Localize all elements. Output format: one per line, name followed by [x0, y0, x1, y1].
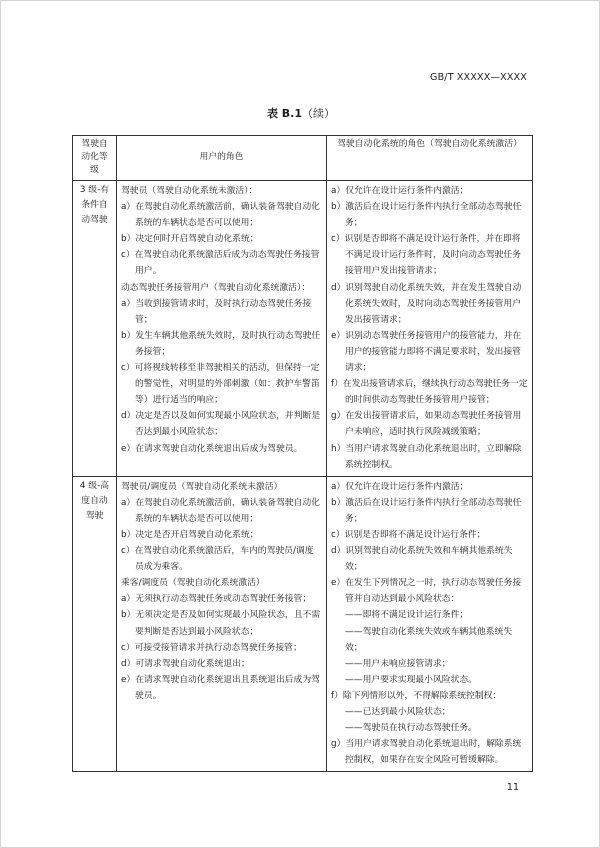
role-item: d）可请求驾驶自动化系统退出；: [121, 658, 250, 669]
role-item: a）仅允许在设计运行条件内激活；: [331, 186, 469, 196]
table-row-level-4: [73, 476, 533, 772]
standard-number: GB/T XXXXX—XXXX: [430, 72, 527, 83]
role-item: a）在驾驶自动化系统激活前，确认装备驾驶自动化系统的车辆状态是否可以使用；: [121, 202, 320, 229]
table-continued: （续）: [302, 107, 336, 120]
level-4-cell: 4 级-高度自动驾驶: [73, 476, 117, 772]
role-item: ——已达到最小风险状态；: [345, 707, 451, 717]
role-item: c）识别是否即将不满足设计运行条件，并在即将不满足设计运行条件时，及时向动态驾驶任务接管用户发出接管请求；: [331, 234, 521, 277]
role-heading: 驾驶员（驾驶自动化系统未激活）：: [121, 186, 258, 196]
role-item: b）激活后在设计运行条件内执行全部动态驾驶任务；: [331, 497, 522, 524]
level-3-user-roles: [117, 181, 327, 477]
role-item: c）识别是否即将不满足设计运行条件；: [331, 529, 486, 540]
role-item: c）在驾驶自动化系统激活后成为动态驾驶任务接管用户。: [121, 250, 320, 277]
role-item: g）当用户请求驾驶自动化系统退出时，解除系统控制权，如果存在安全风险可暂缓解除。: [331, 739, 522, 766]
role-item: c）在驾驶自动化系统激活后，车内的驾驶员/调度员成为乘客。: [121, 546, 314, 573]
role-item: a）仅允许在设计运行条件内激活；: [331, 481, 469, 492]
role-item: b）激活后在设计运行条件内执行全部动态驾驶任务；: [331, 202, 522, 229]
role-heading: 驾驶员/调度员（驾驶自动化系统未激活）: [121, 481, 283, 492]
role-item: d）识别驾驶自动化系统失效，并在发生驾驶自动化系统失效时，及时向动态驾驶任务接管用户发出接管请求；: [331, 282, 522, 325]
role-item: g）在发出接管请求后，如果动态驾驶任务接管用户未响应，适时执行风险减缓策略；: [331, 411, 522, 438]
level-3-cell: 3 级-有条件自动驾驶: [73, 181, 117, 477]
role-item: e）在发生下列情况之一时，执行动态驾驶任务接管并自动达到最小风险状态：: [331, 578, 522, 605]
page-number: 11: [506, 782, 519, 793]
role-item: d）决定是否以及如何实现最小风险状态，并判断是否达到最小风险状态；: [121, 411, 321, 438]
role-item: e）识别动态驾驶任务接管用户的接管能力，并在用户的接管能力即将不满足要求时，发出接管请求；: [331, 330, 522, 374]
role-item: b）无须决定是否及如何实现最小风险状态，且不需要判断是否达到最小风险状态；: [121, 610, 321, 637]
role-item: c）可将视线转移至非驾驶相关的活动，但保持一定的警觉性，对明显的外部刺激（如：救护车警笛等）进行适当的响应；: [121, 363, 320, 406]
role-item: ——即将不满足设计运行条件；: [345, 610, 469, 621]
role-item: b）发生车辆其他系统失效时，及时执行动态驾驶任务接管；: [121, 330, 321, 357]
table-header-row: [73, 136, 533, 181]
table-caption: [1, 105, 600, 121]
level-4-user-roles: [117, 476, 327, 772]
role-item: ——用户要求实现最小风险状态。: [345, 674, 477, 685]
role-item: e）在请求驾驶自动化系统退出后成为驾驶员。: [121, 443, 303, 454]
role-item: c）可接受接管请求并执行动态驾驶任务接管；: [121, 642, 302, 653]
header-level: 驾驶自动化等级: [73, 136, 117, 181]
role-item: ——驾驶自动化系统失效或车辆其他系统失效；: [345, 626, 513, 653]
level-3-system-roles: [327, 181, 533, 477]
role-item: d）识别驾驶自动化系统失效和车辆其他系统失效；: [331, 546, 513, 573]
table-row-level-3: [73, 181, 533, 477]
table-label: 表 B.1: [266, 107, 303, 120]
role-item: e）在请求驾驶自动化系统退出且系统退出后成为驾驶员。: [121, 674, 320, 701]
role-item: h）当用户请求驾驶自动化系统退出时，立即解除系统控制权。: [331, 443, 522, 470]
roles-table: [72, 135, 533, 772]
role-item: b）决定是否开启驾驶自动化系统；: [121, 529, 259, 540]
role-item: a）当收到接管请求时，及时执行动态驾驶任务接管；: [121, 298, 312, 325]
role-heading: 乘客/调度员（驾驶自动化系统激活）: [121, 578, 265, 589]
header-user-role: 用户的角色: [117, 136, 327, 181]
role-item: f）除下列情形以外，不得解除系统控制权：: [331, 690, 502, 701]
role-heading: 动态驾驶任务接管用户（驾驶自动化系统激活）：: [121, 282, 311, 293]
role-item: ——驾驶员在执行动态驾驶任务。: [345, 723, 477, 734]
role-item: a）无须执行动态驾驶任务或动态驾驶任务接管；: [121, 594, 312, 605]
header-system-role: 驾驶自动化系统的角色（驾驶自动化系统激活）: [327, 136, 533, 181]
role-item: b）决定何时开启驾驶自动化系统；: [121, 234, 259, 245]
role-item: a）在驾驶自动化系统激活前，确认装备驾驶自动化系统的车辆状态是否可以使用；: [121, 497, 320, 524]
role-item: ——用户未响应接管请求；: [345, 658, 451, 669]
role-item: f）在发出接管请求后，继续执行动态驾驶任务一定的时间供动态驾驶任务接管用户接管；: [331, 379, 528, 406]
level-4-system-roles: [327, 476, 533, 772]
